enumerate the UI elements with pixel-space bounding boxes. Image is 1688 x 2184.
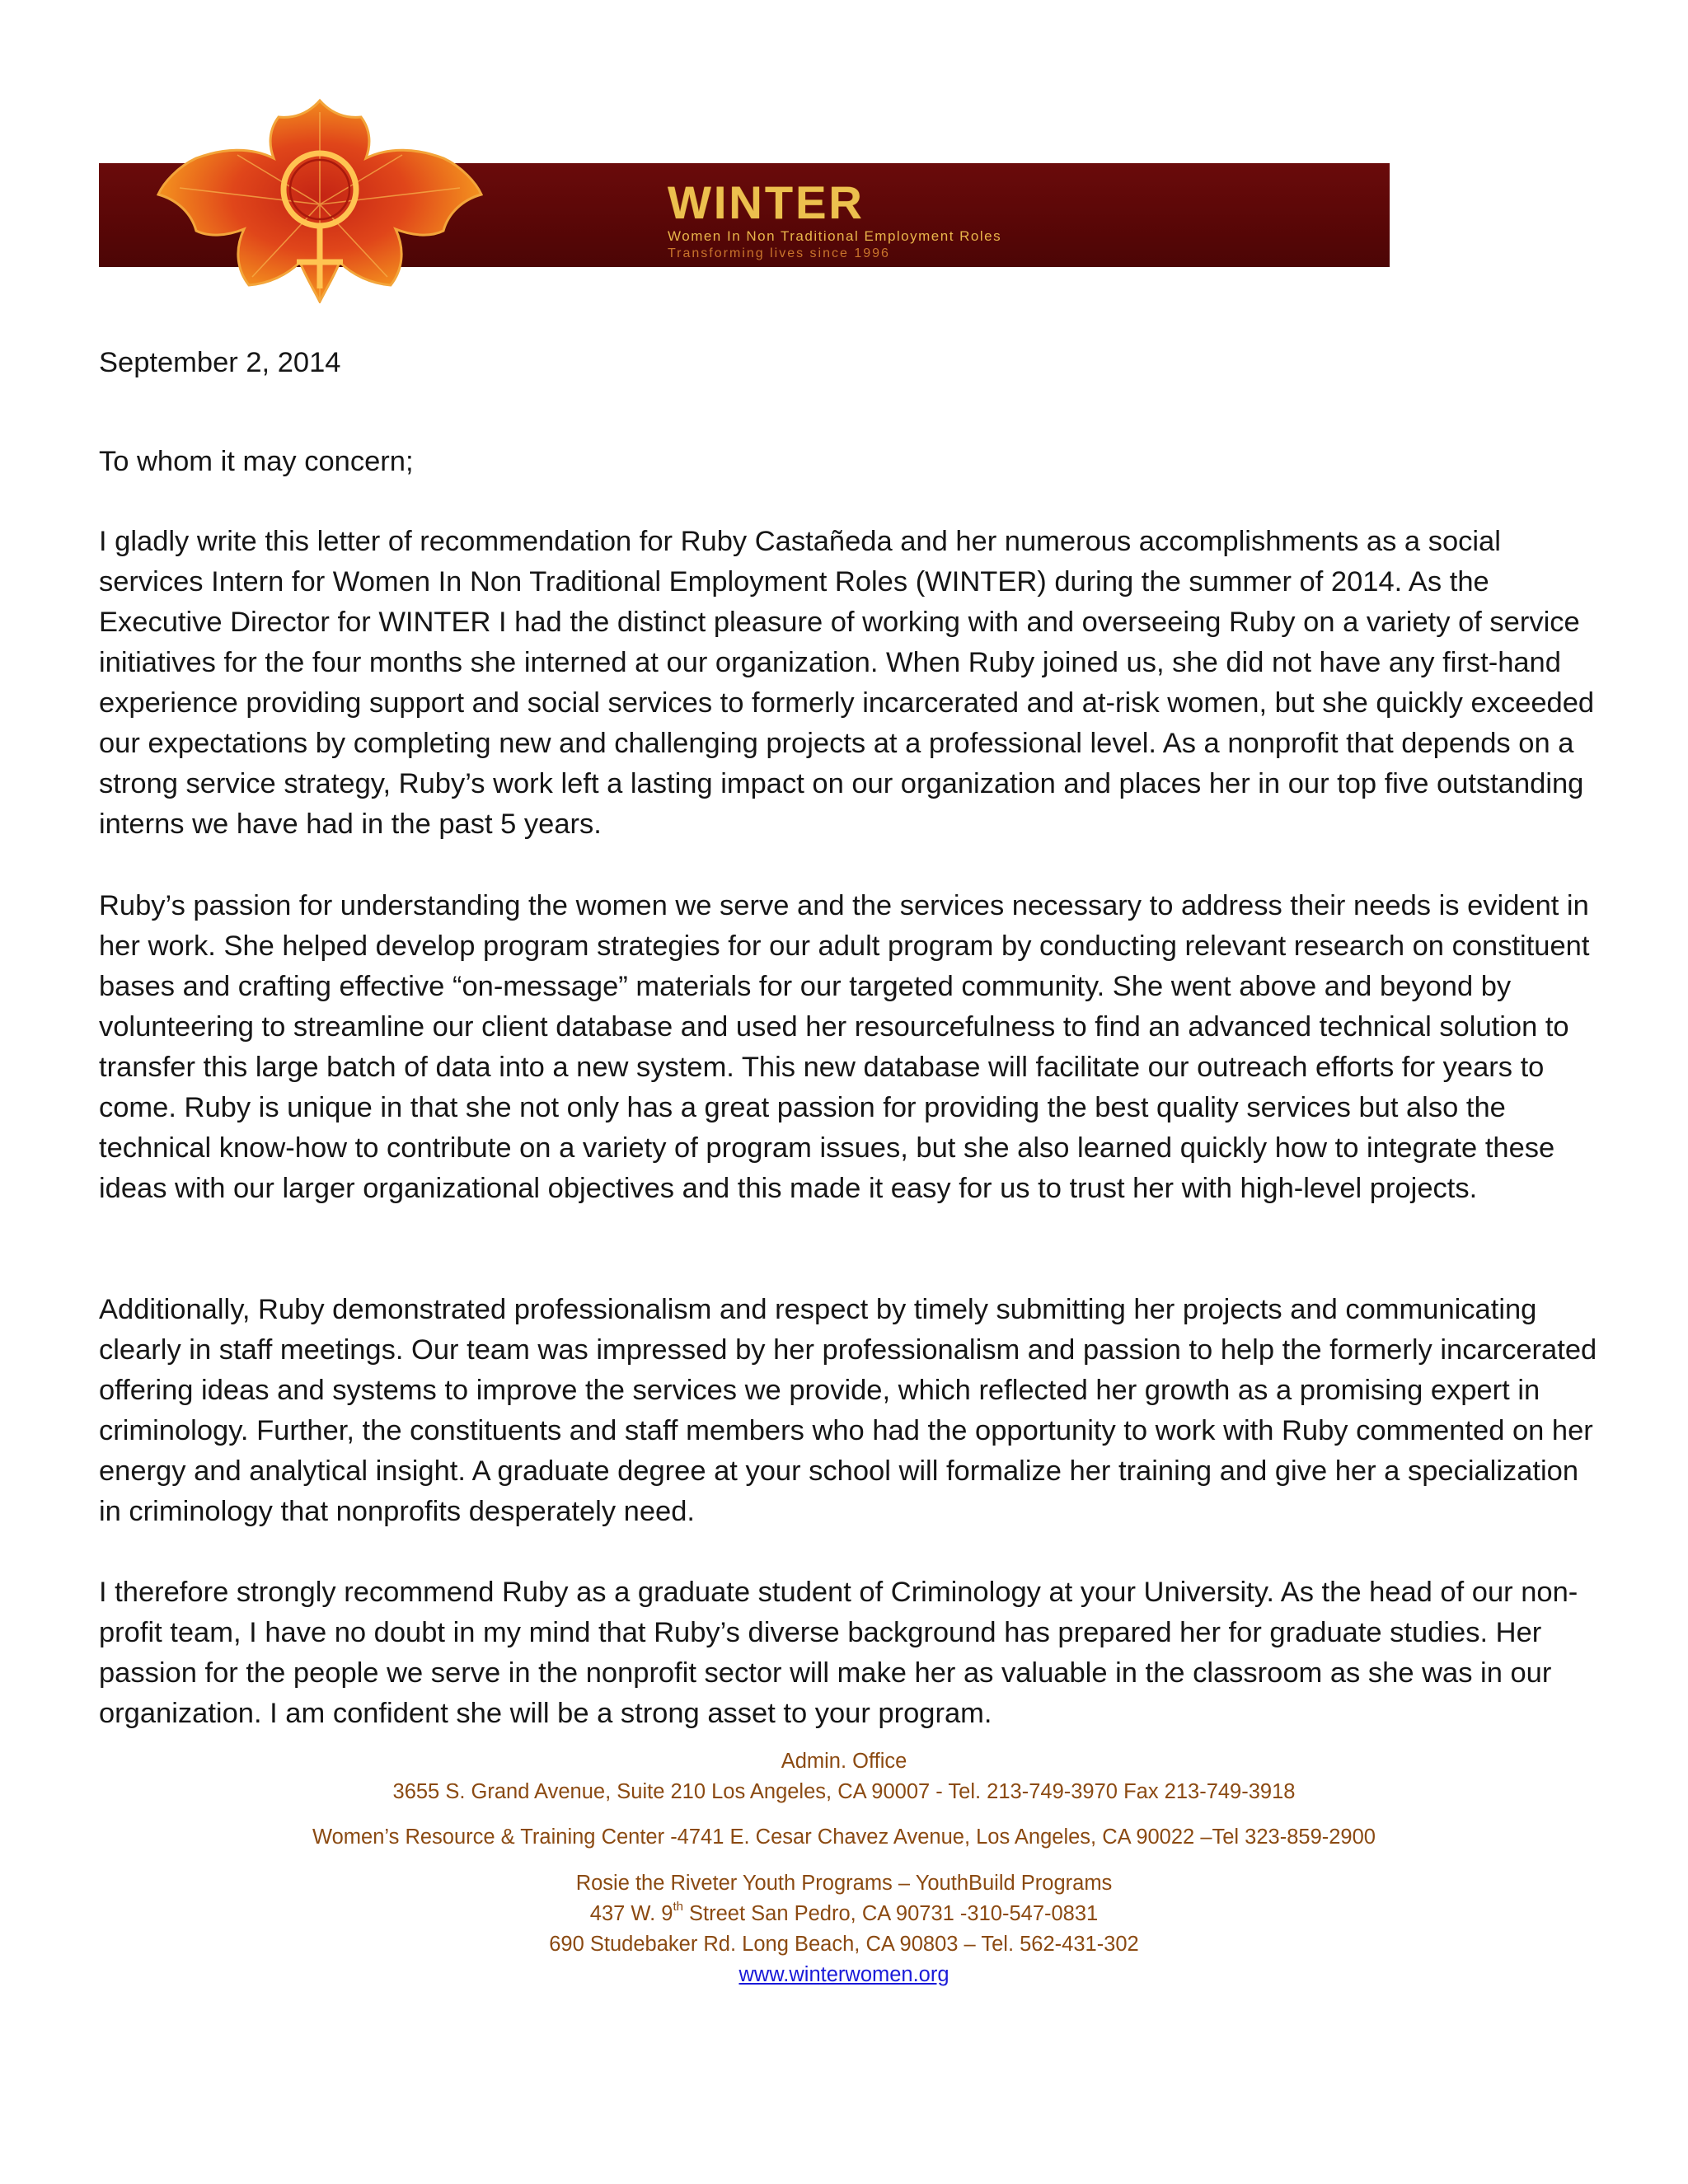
resource-center-address: Women’s Resource & Training Center -4741 E. Cesar Chavez Avenue, Los Angeles, CA 90022 –Tel 323-859-2900 (312, 1825, 1376, 1849)
brand-name: WINTER (668, 176, 865, 228)
letter-paragraph (99, 1572, 1599, 1734)
san-pedro-address (0, 1899, 1688, 1929)
paragraph-text: Additionally, Ruby demonstrated professionalism and respect by timely submitting her projects and communicating clearly in staff meetings. Our team was impressed by her professionalism and passion to help the formerly incarcerated offering ideas and systems to improve the services we provide, which reflected her growth as a promising expert in criminology. Further, the constituents and staff members who had the opportunity to work with Ruby commented on her energy and analytical insight. A graduate degree at your school will formalize her training and give her a specialization in criminology that nonprofits desperately need. (99, 1294, 1597, 1527)
footer-youth-programs (0, 1868, 1688, 1990)
letter-paragraph (99, 522, 1599, 845)
letterhead-brand (668, 176, 1002, 262)
san-pedro-ordinal: th (673, 1900, 683, 1914)
brand-since: Transforming lives since 1996 (668, 246, 890, 260)
letter-paragraph (99, 1290, 1599, 1532)
paragraph-text: I gladly write this letter of recommendation for Ruby Castañeda and her numerous accomplishments as a social services Intern for Women In Non Traditional Employment Roles (WINTER) during the summer of 2014. As the Executive Director for WINTER I had the distinct pleasure of working with and overseeing Ruby on a variety of service initiatives for the four months she interned at our organization. When Ruby joined us, she did not have any first-hand experience providing support and social services to formerly incarcerated and at-risk women, but she quickly exceeded our expectations by completing new and challenging projects at a professional level. As a nonprofit that depends on a strong service strategy, Ruby’s work left a lasting impact on our organization and places her in our top five outstanding interns we have had in the past 5 years. (99, 526, 1595, 840)
san-pedro-address-start: 437 W. 9 (589, 1902, 673, 1925)
letter-salutation: To whom it may concern; (99, 446, 414, 477)
letterhead (99, 97, 1393, 303)
admin-office-address: 3655 S. Grand Avenue, Suite 210 Los Angeles, CA 90007 - Tel. 213-749-3970 Fax 213-749-3918 (392, 1780, 1296, 1803)
letter-paragraph (99, 886, 1599, 1209)
brand-tagline: Women In Non Traditional Employment Roles (668, 228, 1002, 244)
youth-programs-title: Rosie the Riveter Youth Programs – YouthBuild Programs (575, 1872, 1113, 1895)
long-beach-address: 690 Studebaker Rd. Long Beach, CA 90803 – Tel. 562-431-302 (549, 1933, 1139, 1956)
footer-admin-office (0, 1746, 1688, 1807)
letter-date: September 2, 2014 (99, 347, 341, 378)
paragraph-text: Ruby’s passion for understanding the women we serve and the services necessary to address their needs is evident in her work. She helped develop program strategies for our adult program by conducting relevant research on constituent bases and crafting effective “on-message” materials for our targeted community. She went above and beyond by volunteering to streamline our client database and used her resourcefulness to find an advanced technical solution to transfer this large batch of data into a new system. This new database will facilitate our outreach efforts for years to come. Ruby is unique in that she not only has a great passion for providing the best quality services but also the technical know-how to contribute on a variety of program issues, but she also learned quickly how to integrate these ideas with our larger organizational objectives and this made it easy for us to trust her with high-level projects. (99, 890, 1590, 1204)
website-link[interactable]: www.winterwomen.org (738, 1963, 950, 1986)
footer-resource-center (0, 1822, 1688, 1853)
admin-office-title: Admin. Office (781, 1750, 907, 1773)
san-pedro-address-end: Street San Pedro, CA 90731 -310-547-0831 (682, 1902, 1099, 1925)
paragraph-text: I therefore strongly recommend Ruby as a graduate student of Criminology at your University. As the head of our non-profit team, I have no doubt in my mind that Ruby’s diverse background has prepared her for graduate studies. Her passion for the people we serve in the nonprofit sector will make her as valuable in the classroom as she was in our organization. I am confident she will be a strong asset to your program. (99, 1577, 1578, 1729)
maple-leaf-venus-symbol-icon (155, 97, 485, 303)
